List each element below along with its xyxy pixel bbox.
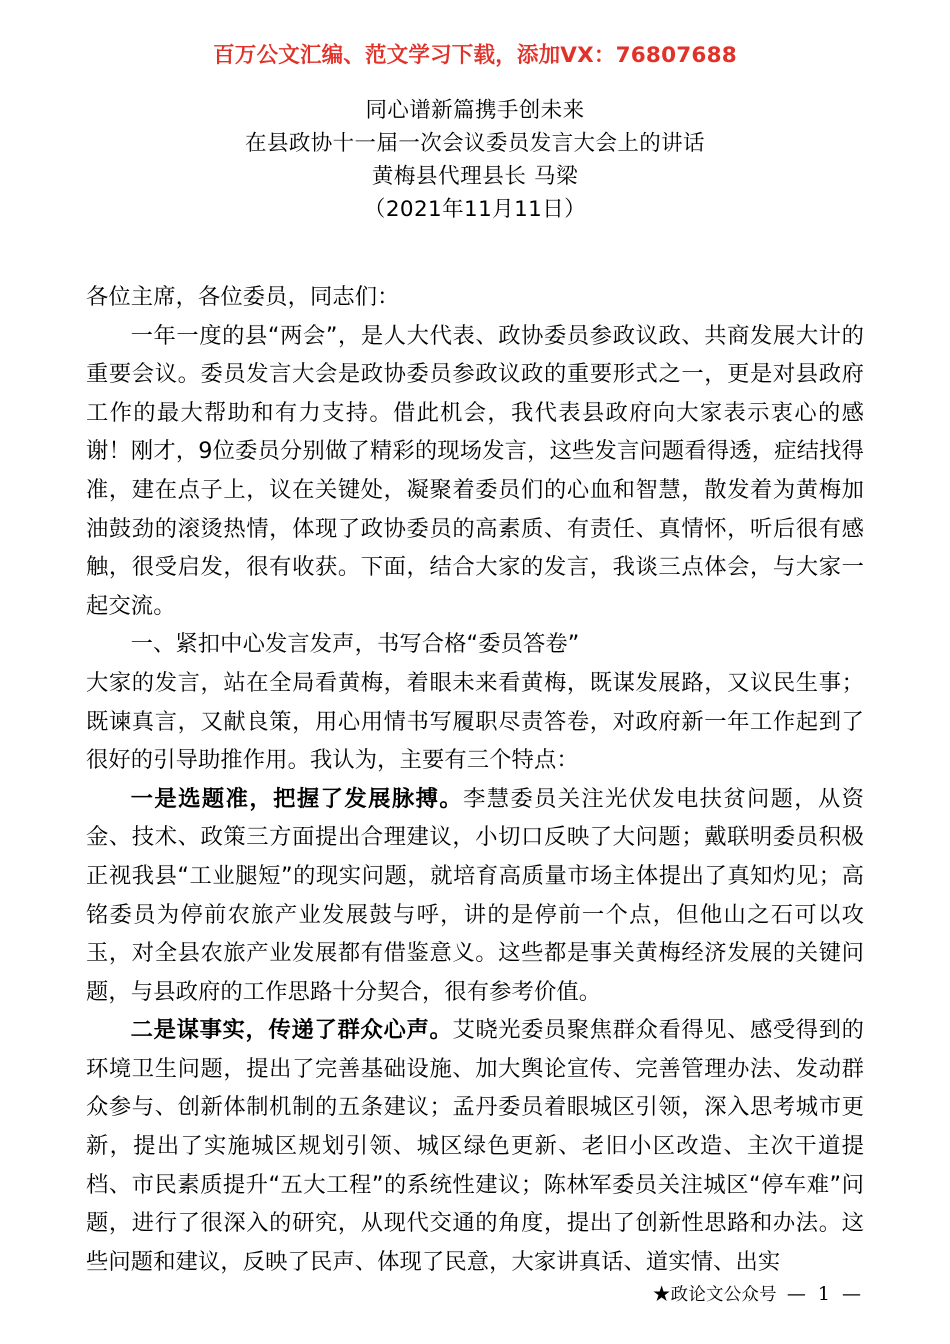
point-two-text: 艾晓光委员聚焦群众看得见、感受得到的环境卫生问题，提出了完善基础设施、加大舆论宣传、完善管理办法、发动群众参与、创新体制机制的五条建议；孟丹委员着眼城区引领，深入思考城市更新，提出了实施城区规划引领、城区绿色更新、老旧小区改造、主次干道提档、市民素质提升“五大工程”的系统性建议；陈林军委员关注城区“停车难”问题，进行了很深入的研究，从现代交通的角度，提出了创新性思路和办法。这些问题和建议，反映了民声、体现了民意，大家讲真话、道实情、出实 (86, 1017, 864, 1275)
document-subtitle: 在县政协十一届一次会议委员发言大会上的讲话 (245, 131, 705, 156)
title-block (86, 94, 864, 226)
document-author: 黄梅县代理县长 马梁 (371, 164, 579, 189)
salutation: 各位主席，各位委员，同志们： (86, 284, 400, 310)
point-one-lead: 一是选题准，把握了发展脉搏。 (130, 785, 464, 812)
page-footer (86, 1282, 864, 1307)
paragraph-intro: 一年一度的县“两会”，是人大代表、政协委员参政议政、共商发展大计的重要会议。委员发言大会是政协委员参政议政的重要形式之一，更是对县政府工作的最大帮助和有力支持。借此机会，我代表县政府向大家表示衷心的感谢！刚才，9位委员分别做了精彩的现场发言，这些发言问题看得透，症结找得准，建在点子上，议在关键处，凝聚着委员们的心血和智慧，散发着为黄梅加油鼓劲的滚烫热情，体现了政协委员的高素质、有责任、真情怀，听后很有感触，很受启发，很有收获。下面，结合大家的发言，我谈三点体会，与大家一起交流。 (86, 322, 864, 619)
page-number: — 1 — (786, 1283, 864, 1305)
point-two-lead: 二是谋事实，传递了群众心声。 (130, 1017, 453, 1044)
document-title: 同心谱新篇携手创未来 (365, 98, 585, 123)
section-heading-1: 一、紧扣中心发言发声，书写合格“委员答卷” (130, 631, 580, 658)
brand-watermark: ★政论文公众号 (652, 1285, 777, 1305)
document-body (86, 278, 864, 1281)
document-date: （2021年11月11日） (363, 197, 587, 222)
paragraph-point-one (86, 780, 864, 1012)
point-one-text: 李慧委员关注光伏发电扶贫问题，从资金、技术、政策三方面提出合理建议，小切口反映了大问题；戴联明委员积极正视我县“工业腿短”的现实问题，就培育高质量市场主体提出了真知灼见；高铭委员为停前农旅产业发展鼓与呼，讲的是停前一个点，但他山之石可以攻玉，对全县农旅产业发展都有借鉴意义。这些都是事关黄梅经济发展的关键问题，与县政府的工作思路十分契合，很有参考价值。 (86, 785, 864, 1005)
paragraph-features: 大家的发言，站在全局看黄梅，着眼未来看黄梅，既谋发展路，又议民生事；既谏真言，又献良策，用心用情书写履职尽责答卷，对政府新一年工作起到了很好的引导助推作用。我认为，主要有三个特点： (86, 669, 864, 774)
promo-banner: 百万公文汇编、范文学习下载，添加VX：76807688 (213, 43, 737, 68)
paragraph-point-two (86, 1011, 864, 1281)
